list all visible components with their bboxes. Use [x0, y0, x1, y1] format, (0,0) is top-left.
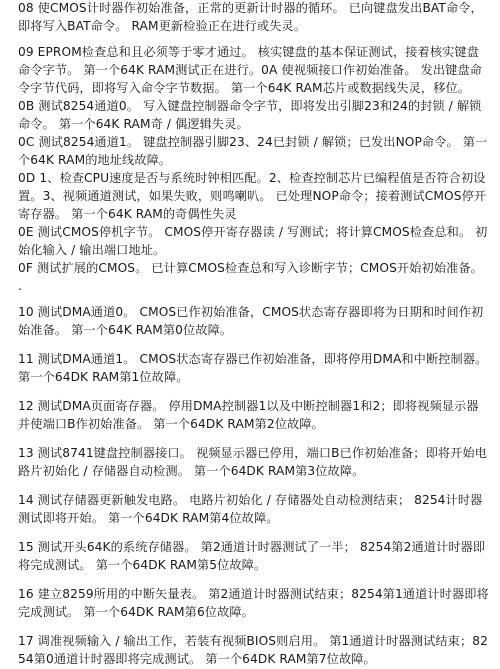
entry-11: 11 测试DMA通道1。 CMOS状态寄存器已作初始准备，即将停用DMA和中断控制器。 第一个64DK RAM第1位故障。	[18, 352, 488, 384]
entry-0c: 0C 测试8254通道1。 键盘控制器引脚23、24已封锁 / 解锁；已发出NOP命令。 第一个64K RAM的地址线故障。	[18, 135, 488, 167]
entry-13: 13 测试8741键盘控制器接口。 视频显示器已停用，端口B已作初始准备；即将开始电路片初始化 / 存储器自动检测。 第一个64DK RAM第3位故障。	[18, 446, 488, 478]
entry-0e: 0E 测试CMOS停机字节。 CMOS停开寄存器读 / 写测试；将计算CMOS检查总和。 初始化输入 / 输出端口地址。	[18, 225, 488, 257]
entry-14: 14 测试存储器更新触发电路。 电路片初始化 / 存储器处自动检测结束； 8254计时器测试即将开始。 第一个64DK RAM第4位故障。	[18, 493, 483, 525]
entry-0d: 0D 1、检查CPU速度是否与系统时钟相匹配。2、检查控制芯片已编程值是否符合初设置。3、视频通道测试，如果失败，则鸣喇叭。 已处理NOP命令；接着测试CMOS停开寄存器。 第一个64K RAM的奇偶性失灵	[18, 171, 487, 221]
entry-12: 12 测试DMA页面寄存器。 停用DMA控制器1以及中断控制器1和2；即将视频显示器并使端口B作初始准备。 第一个64DK RAM第2位故障。	[18, 399, 479, 431]
entry-0f: 0F 测试扩展的CMOS。 已计算CMOS检查总和写入诊断字节；CMOS开始初始准备。 .	[18, 261, 483, 293]
entry-0b: 0B 测试8254通道0。 写入键盘控制器命令字节，即将发出引脚23和24的封锁 / 解锁命令。 第一个64K RAM奇 / 偶逻辑失灵。	[18, 99, 482, 131]
entry-16: 16 建立8259所用的中断矢量表。 第2通道计时器测试结束；8254第1通道计时器即将完成测试。 第一个64DK RAM第6位故障。	[18, 587, 489, 619]
entry-08: 08 使CMOS计时器作初始准备，正常的更新计时器的循环。 已向键盘发出BAT命令，即将写入BAT命令。 RAM更新检验正在进行或失灵。	[18, 1, 483, 33]
entry-17: 17 调准视频输入 / 输出工作，若装有视频BIOS则启用。 第1通道计时器测试结束；8254第0通道计时器即将完成测试。 第一个64DK RAM第7位故障。	[18, 634, 488, 666]
entry-10: 10 测试DMA通道0。 CMOS已作初始准备，CMOS状态寄存器即将为日期和时间作初始准备。 第一个64K RAM第0位故障。	[18, 305, 484, 337]
entry-15: 15 测试开头64K的系统存储器。 第2通道计时器测试了一半； 8254第2通道计时器即将完成测试。 第一个64DK RAM第5位故障。	[18, 540, 486, 572]
entry-09: 09 EPROM检查总和且必须等于零才通过。 核实键盘的基本保证测试，接着核实键盘命令字节。 第一个64K RAM测试正在进行。0A 使视频接口作初始准备。 发出键盘命令字节代码，即将写入命令字节数据。 第一个64K RAM芯片或数据线失灵，移位。	[18, 45, 483, 95]
